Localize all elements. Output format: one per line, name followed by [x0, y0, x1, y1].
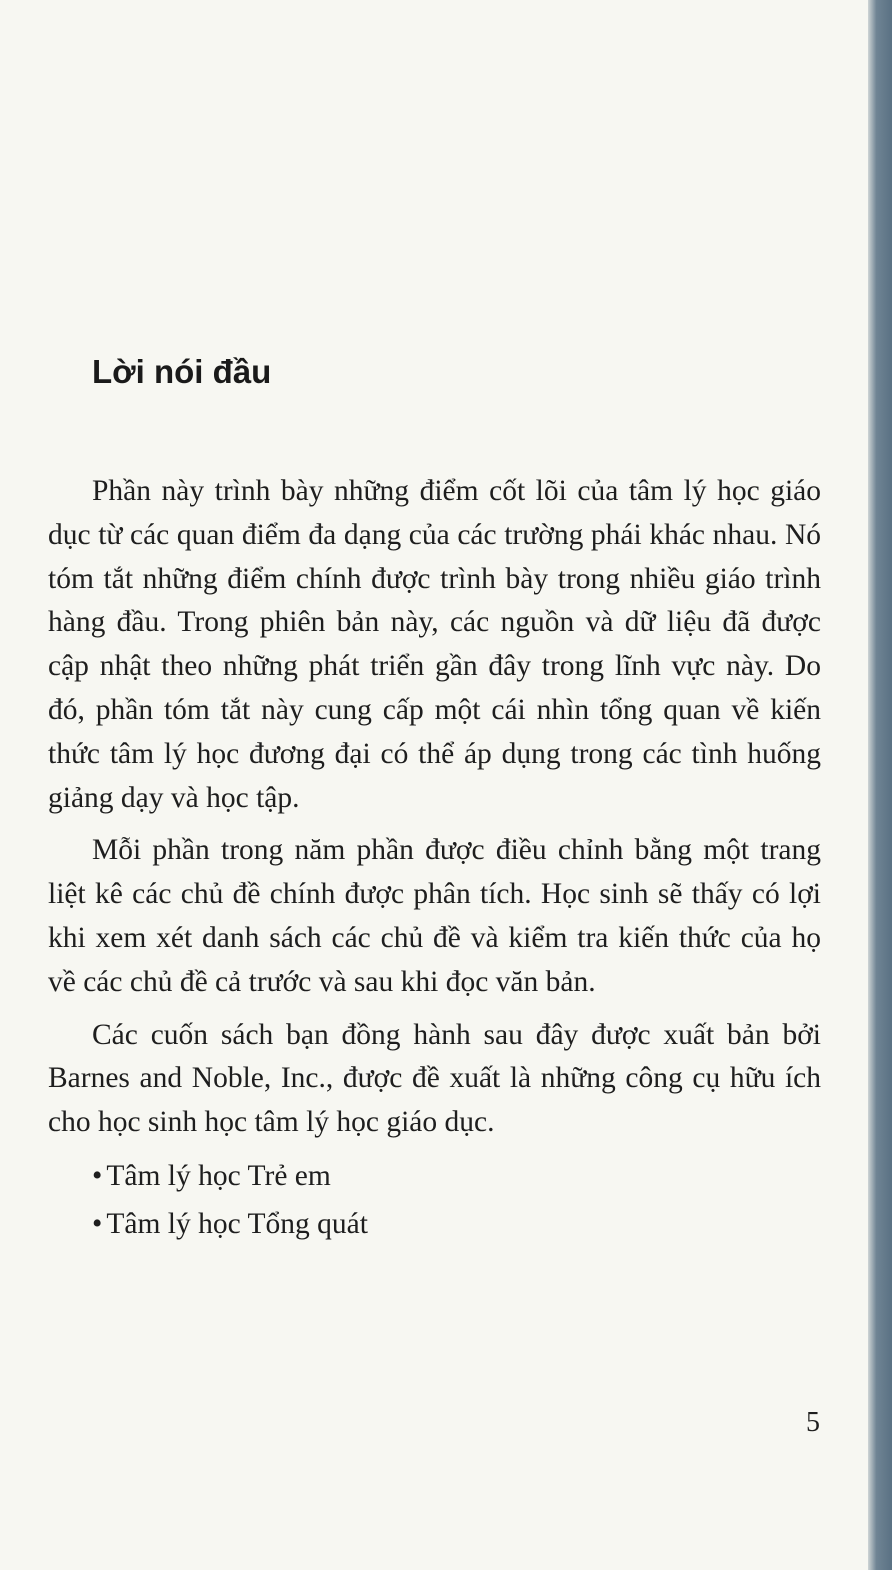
- bullet-icon: •: [92, 1159, 103, 1192]
- page-number: 5: [806, 1407, 820, 1438]
- page-heading: Lời nói đầu: [92, 353, 272, 390]
- intro-paragraph: Phần này trình bày những điểm cốt lõi của tâm lý học giáo dục từ các quan điểm đa dạng của các trường phái khác nhau. Nó tóm tắt những điểm chính được trình bày trong nhiều giáo trình hàng đầu. Trong phiên bản này, các nguồn và dữ liệu đã được cập nhật theo những phát triển gần đây trong lĩnh vực này. Do đó, phần tóm tắt này cung cấp một cái nhìn tổng quan về kiến thức tâm lý học đương đại có thể áp dụng trong các tình huống giảng dạy và học tập.: [48, 475, 821, 814]
- body-text: [48, 470, 821, 1250]
- companion-books-paragraph: Các cuốn sách bạn đồng hành sau đây được xuất bản bởi Barnes and Noble, Inc., được đề xuất là những công cụ hữu ích cho học sinh học tâm lý học giáo dục.: [48, 1018, 821, 1139]
- bullet-icon: •: [92, 1207, 103, 1240]
- page-edge: [868, 0, 892, 1570]
- companion-books-list: [48, 1154, 821, 1246]
- list-item: [48, 1154, 821, 1198]
- sections-paragraph: Mỗi phần trong năm phần được điều chỉnh bằng một trang liệt kê các chủ đề chính được phân tích. Học sinh sẽ thấy có lợi khi xem xét danh sách các chủ đề và kiểm tra kiến thức của họ về các chủ đề cả trước và sau khi đọc văn bản.: [48, 834, 821, 998]
- list-item-label: Tâm lý học Tổng quát: [106, 1207, 368, 1240]
- list-item-label: Tâm lý học Trẻ em: [106, 1159, 331, 1192]
- list-item: [48, 1202, 821, 1246]
